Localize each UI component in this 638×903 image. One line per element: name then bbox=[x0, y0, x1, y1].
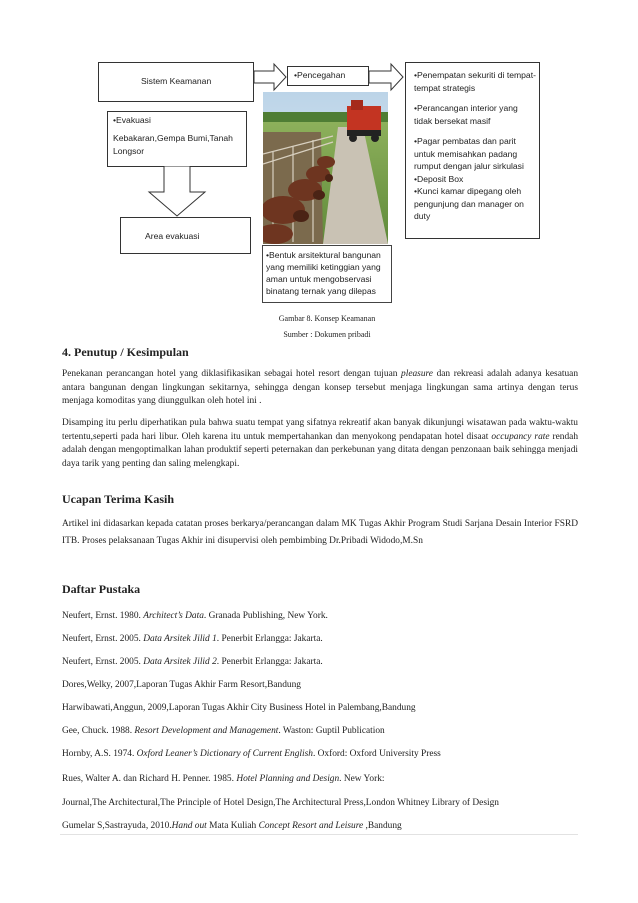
cattle-farm-photo bbox=[263, 92, 388, 244]
reference-item: Gee, Chuck. 1988. Resort Development and Management. Waston: Guptil Publication bbox=[62, 726, 385, 736]
photo-caption-text: •Bentuk arsitektural bangunan yang memiliki ketinggian yang aman untuk mengobservasi binatang ternak yang dilepas bbox=[266, 250, 381, 296]
figure-caption: Gambar 8. Konsep Keamanan Sumber : Dokumen pribadi bbox=[278, 314, 376, 339]
photo-caption-box bbox=[262, 245, 392, 303]
measure-item: •Penempatan sekuriti di tempat-tempat strategis bbox=[414, 70, 536, 93]
right-measures-box bbox=[405, 62, 540, 239]
conclusion-paragraph-2: Disamping itu perlu diperhatikan pula bahwa suatu tempat yang sifatnya rekreatif akan banyak dikunjungi wisatawan pada waktu-waktu tertentu,seperti pada hari libur. Oleh karena itu untuk mempertahankan dan menyokong pendapatan hotel disaat occupancy rate rendah adalah dengan mengoptimalkan lahan produktif seperti peternakan dan perkebunan yang ditata dengan penzonaan baik sehingga menjadi daya tarik yang penting dan saling melengkapi. bbox=[62, 418, 579, 469]
area-evakuasi-box bbox=[120, 217, 251, 254]
reference-item: Journal,The Architectural,The Principle of Hotel Design,The Architectural Press,London Whitney Library of Design bbox=[62, 798, 499, 808]
section-heading-acknowledgement: Ucapan Terima Kasih bbox=[62, 492, 175, 506]
reference-item: Neufert, Ernst. 2005. Data Arsitek Jilid 1. Penerbit Erlangga: Jakarta. bbox=[62, 634, 323, 644]
pencegahan-box bbox=[287, 66, 369, 86]
reference-item: Hornby, A.S. 1974. Oxford Leaner’s Dictionary of Current English. Oxford: Oxford University Press bbox=[62, 749, 441, 759]
conclusion-paragraph-1: Penekanan perancangan hotel yang diklasifikasikan sebagai hotel resort dengan tujuan pleasure dan rekreasi adalah adanya kesatuan antara bangunan dengan lingkungan sekitarnya, sehingga dengan konsep tersebut menjaga lingkungan sama artinya dengan terus menjaga komoditas yang diunggulkan oleh hotel ini . bbox=[62, 369, 579, 406]
evakuasi-title: •Evakuasi bbox=[113, 115, 151, 125]
evakuasi-box bbox=[107, 111, 247, 167]
measure-item: •Deposit Box bbox=[414, 173, 464, 184]
reference-item: Neufert, Ernst. 2005. Data Arsitek Jilid 2. Penerbit Erlangga: Jakarta. bbox=[62, 657, 323, 667]
section-heading-conclusion: 4. Penutup / Kesimpulan bbox=[62, 345, 189, 359]
reference-item: Neufert, Ernst. 1980. Architect’s Data. Granada Publishing, New York. bbox=[62, 611, 328, 621]
section-heading-references: Daftar Pustaka bbox=[62, 582, 141, 596]
arrow-right-icon bbox=[369, 62, 405, 92]
arrow-right-icon bbox=[254, 62, 288, 92]
measure-item: •Perancangan interior yang tidak bersekat masif bbox=[414, 103, 518, 126]
reference-item: Dores,Welky, 2007,Laporan Tugas Akhir Farm Resort,Bandung bbox=[62, 680, 301, 690]
reference-item: Gumelar S,Sastrayuda, 2010.Hand out Mata Kuliah Concept Resort and Leisure ,Bandung bbox=[62, 821, 402, 831]
arrow-down-icon bbox=[147, 166, 207, 218]
pencegahan-label: •Pencegahan bbox=[294, 70, 346, 80]
evakuasi-body: Kebakaran,Gempa Bumi,Tanah Longsor bbox=[113, 133, 233, 156]
sistem-keamanan-box bbox=[98, 62, 254, 102]
area-evakuasi-label: Area evakuasi bbox=[145, 231, 200, 241]
measure-item: •Pagar pembatas dan parit untuk memisahkan padang rumput dengan jalur sirkulasi bbox=[414, 136, 524, 171]
reference-item: Harwibawati,Anggun, 2009,Laporan Tugas Akhir City Business Hotel in Palembang,Bandung bbox=[62, 703, 416, 713]
bottom-divider bbox=[60, 834, 578, 835]
acknowledgement-paragraph: Artikel ini didasarkan kepada catatan proses berkarya/perancangan dalam MK Tugas Akhir Program Studi Sarjana Desain Interior FSRD ITB. Proses pelaksanaan Tugas Akhir ini disupervisi oleh pembimbing Dr.Pribadi Widodo,M.Sn bbox=[62, 519, 578, 546]
measure-item: •Kunci kamar dipegang oleh pengunjung dan manager on duty bbox=[414, 186, 524, 221]
sistem-keamanan-label: Sistem Keamanan bbox=[141, 76, 212, 86]
reference-item: Rues, Walter A. dan Richard H. Penner. 1985. Hotel Planning and Design. New York: bbox=[62, 774, 385, 784]
